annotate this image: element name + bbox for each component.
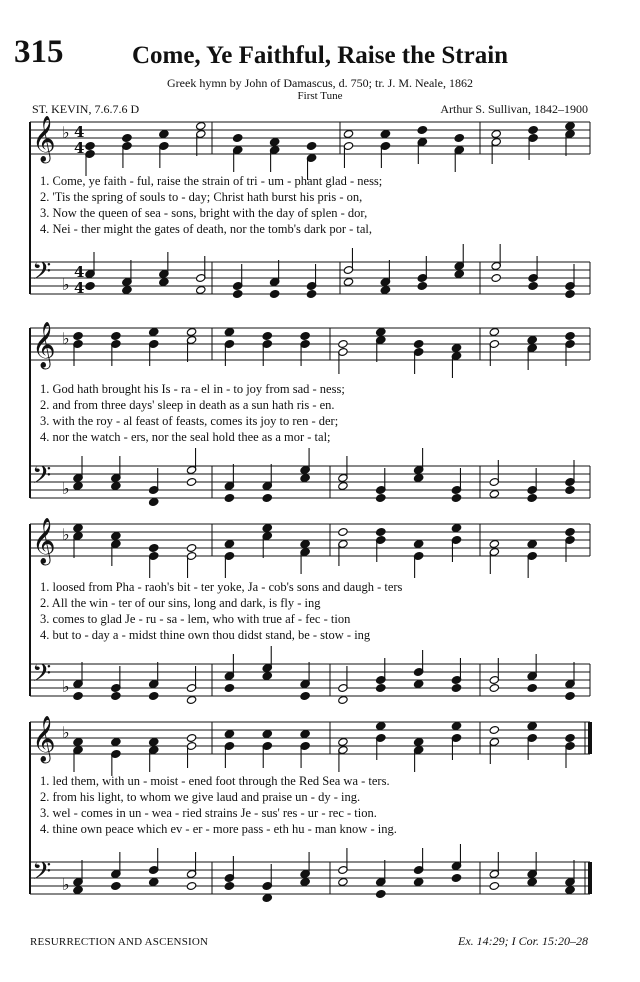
note-head — [451, 721, 461, 730]
bass-clef-icon: 𝄢 — [32, 857, 52, 892]
note-head — [376, 527, 386, 536]
lyric-line: 1. led them, with un - moist - ened foot through the Red Sea wa - ters. — [40, 774, 390, 788]
note-head — [111, 331, 121, 340]
note-head — [73, 331, 83, 340]
note-head — [73, 691, 83, 700]
note-head — [186, 881, 196, 890]
hymn-title: Come, Ye Faithful, Raise the Strain — [131, 42, 509, 69]
note-head — [338, 339, 348, 348]
note-head — [122, 285, 132, 294]
treble-clef-icon: 𝄞 — [32, 116, 56, 162]
note-head — [73, 481, 83, 490]
note-head — [376, 493, 386, 502]
note-head — [186, 695, 196, 704]
note-head — [417, 281, 427, 290]
note-head — [489, 683, 499, 692]
note-head — [376, 889, 386, 898]
note-head — [148, 543, 158, 552]
note-head — [491, 129, 501, 138]
note-head — [413, 339, 423, 348]
lyric-line: 3. comes to glad Je - ru - sa - lem, who with true af - fec - tion — [40, 612, 351, 626]
note-head — [343, 129, 353, 138]
flat-sign-icon: ♭ — [62, 875, 70, 894]
note-head — [300, 539, 310, 548]
treble-clef-icon: 𝄞 — [32, 518, 56, 564]
note-head — [300, 877, 310, 886]
note-head — [451, 523, 461, 532]
flat-sign-icon: ♭ — [62, 329, 70, 348]
note-head — [262, 671, 272, 680]
note-head — [148, 497, 158, 506]
lyric-line: 4. nor the watch - ers, nor the seal hold thee as a mor - tal; — [40, 430, 331, 444]
note-head — [73, 737, 83, 746]
tune-label: First Tune — [297, 90, 343, 102]
note-head — [111, 531, 121, 540]
lyric-line: 4. but to - day a - midst thine own thou didst stand, be - stow - ing — [40, 628, 371, 642]
note-head — [527, 539, 537, 548]
note-head — [338, 737, 348, 746]
lyric-line: 4. thine own peace which ev - er - more pass - eth hu - man know - ing. — [40, 822, 397, 836]
note-head — [489, 489, 499, 498]
note-head — [232, 289, 242, 298]
note-head — [224, 539, 234, 548]
note-head — [527, 721, 537, 730]
note-head — [451, 683, 461, 692]
note-head — [376, 683, 386, 692]
note-head — [148, 737, 158, 746]
note-head — [565, 289, 575, 298]
note-head — [148, 877, 158, 886]
note-head — [343, 277, 353, 286]
note-head — [376, 721, 386, 730]
note-head — [85, 141, 95, 150]
note-head — [527, 683, 537, 692]
note-head — [186, 327, 196, 336]
note-head — [111, 737, 121, 746]
note-head — [489, 881, 499, 890]
note-head — [224, 493, 234, 502]
note-head — [380, 285, 390, 294]
lyric-line: 2. from his light, to whom we give laud and praise un - dy - ing. — [40, 790, 361, 804]
lyric-line: 2. 'Tis the spring of souls to - day; Christ hath burst his pris - on, — [40, 190, 363, 204]
flat-sign-icon: ♭ — [62, 275, 70, 294]
note-head — [338, 695, 348, 704]
flat-sign-icon: ♭ — [62, 525, 70, 544]
note-head — [413, 679, 423, 688]
lyric-line: 1. Come, ye faith - ful, raise the strain of tri - um - phant glad - ness; — [40, 174, 383, 188]
note-head — [224, 729, 234, 738]
note-head — [489, 327, 499, 336]
lyric-line: 2. and from three days' sleep in death as a sun hath ris - en. — [40, 398, 335, 412]
lyric-line: 3. Now the queen of sea - sons, bright with the day of splen - dor, — [40, 206, 368, 220]
note-head — [489, 539, 499, 548]
time-signature-icon: 4 — [74, 279, 85, 297]
note-head — [376, 327, 386, 336]
note-head — [148, 691, 158, 700]
lyric-line: 3. with the roy - al feast of feasts, comes its joy to ren - der; — [40, 414, 339, 428]
flat-sign-icon: ♭ — [62, 677, 70, 696]
note-head — [300, 331, 310, 340]
note-head — [528, 281, 538, 290]
note-head — [111, 691, 121, 700]
note-head — [565, 527, 575, 536]
note-head — [489, 725, 499, 734]
note-head — [73, 885, 83, 894]
note-head — [413, 737, 423, 746]
bass-clef-icon: 𝄢 — [32, 257, 52, 292]
note-head — [232, 133, 242, 142]
note-head — [300, 691, 310, 700]
lyric-line: 3. wel - comes in un - wea - ried strains Je - sus' res - ur - rec - tion. — [40, 806, 377, 820]
flat-sign-icon: ♭ — [62, 123, 70, 142]
note-head — [451, 873, 461, 882]
note-head — [413, 473, 423, 482]
note-head — [565, 331, 575, 340]
note-head — [338, 527, 348, 536]
note-head — [73, 523, 83, 532]
note-head — [454, 133, 464, 142]
scripture-reference: Ex. 14:29; I Cor. 15:20–28 — [458, 934, 588, 948]
note-head — [262, 729, 272, 738]
note-head — [196, 285, 206, 294]
note-head — [565, 121, 575, 130]
note-head — [148, 327, 158, 336]
time-signature-icon: 4 — [74, 263, 85, 281]
note-head — [224, 327, 234, 336]
note-head — [565, 733, 575, 742]
bass-clef-icon: 𝄢 — [32, 461, 52, 496]
note-head — [300, 729, 310, 738]
note-head — [338, 481, 348, 490]
flat-sign-icon: ♭ — [62, 479, 70, 498]
note-head — [380, 129, 390, 138]
note-head — [262, 493, 272, 502]
note-head — [300, 473, 310, 482]
category-label: RESURRECTION AND ASCENSION — [30, 936, 209, 948]
treble-clef-icon: 𝄞 — [32, 716, 56, 762]
note-head — [413, 539, 423, 548]
note-head — [565, 691, 575, 700]
note-head — [491, 273, 501, 282]
note-head — [269, 289, 279, 298]
time-signature-icon: 4 — [74, 139, 85, 157]
note-head — [262, 523, 272, 532]
tune-name: ST. KEVIN, 7.6.7.6 D — [32, 102, 140, 116]
note-head — [262, 893, 272, 902]
note-head — [159, 277, 169, 286]
note-head — [196, 121, 206, 130]
note-head — [417, 125, 427, 134]
note-head — [527, 493, 537, 502]
note-head — [565, 485, 575, 494]
note-head — [186, 477, 196, 486]
note-head — [85, 281, 95, 290]
bass-clef-icon: 𝄢 — [32, 659, 52, 694]
note-head — [413, 877, 423, 886]
lyric-line: 1. loosed from Pha - raoh's bit - ter yoke, Ja - cob's sons and daugh - ters — [40, 580, 403, 594]
final-bar-line — [588, 862, 592, 894]
note-head — [454, 269, 464, 278]
composer: Arthur S. Sullivan, 1842–1900 — [440, 102, 588, 116]
note-head — [565, 885, 575, 894]
note-head — [159, 129, 169, 138]
note-head — [528, 125, 538, 134]
time-signature-icon: 4 — [74, 123, 85, 141]
note-head — [338, 877, 348, 886]
lyric-line: 2. All the win - ter of our sins, long and dark, is fly - ing — [40, 596, 321, 610]
note-head — [111, 481, 121, 490]
note-head — [306, 289, 316, 298]
note-head — [224, 881, 234, 890]
lyric-line: 4. Nei - ther might the gates of death, nor the tomb's dark por - tal, — [40, 222, 373, 236]
note-head — [111, 881, 121, 890]
note-head — [224, 683, 234, 692]
note-head — [451, 343, 461, 352]
note-head — [527, 335, 537, 344]
note-head — [306, 141, 316, 150]
note-head — [451, 493, 461, 502]
note-head — [122, 133, 132, 142]
text-source: Greek hymn by John of Damascus, d. 750; tr. J. M. Neale, 1862 — [167, 76, 473, 90]
hymn-number: 315 — [14, 34, 64, 70]
lyric-line: 1. God hath brought his Is - ra - el in - to joy from sad - ness; — [40, 382, 345, 396]
final-bar-line — [588, 722, 592, 754]
note-head — [269, 137, 279, 146]
note-head — [527, 877, 537, 886]
note-head — [186, 733, 196, 742]
flat-sign-icon: ♭ — [62, 723, 70, 742]
note-head — [186, 543, 196, 552]
note-head — [262, 331, 272, 340]
treble-clef-icon: 𝄞 — [32, 322, 56, 368]
